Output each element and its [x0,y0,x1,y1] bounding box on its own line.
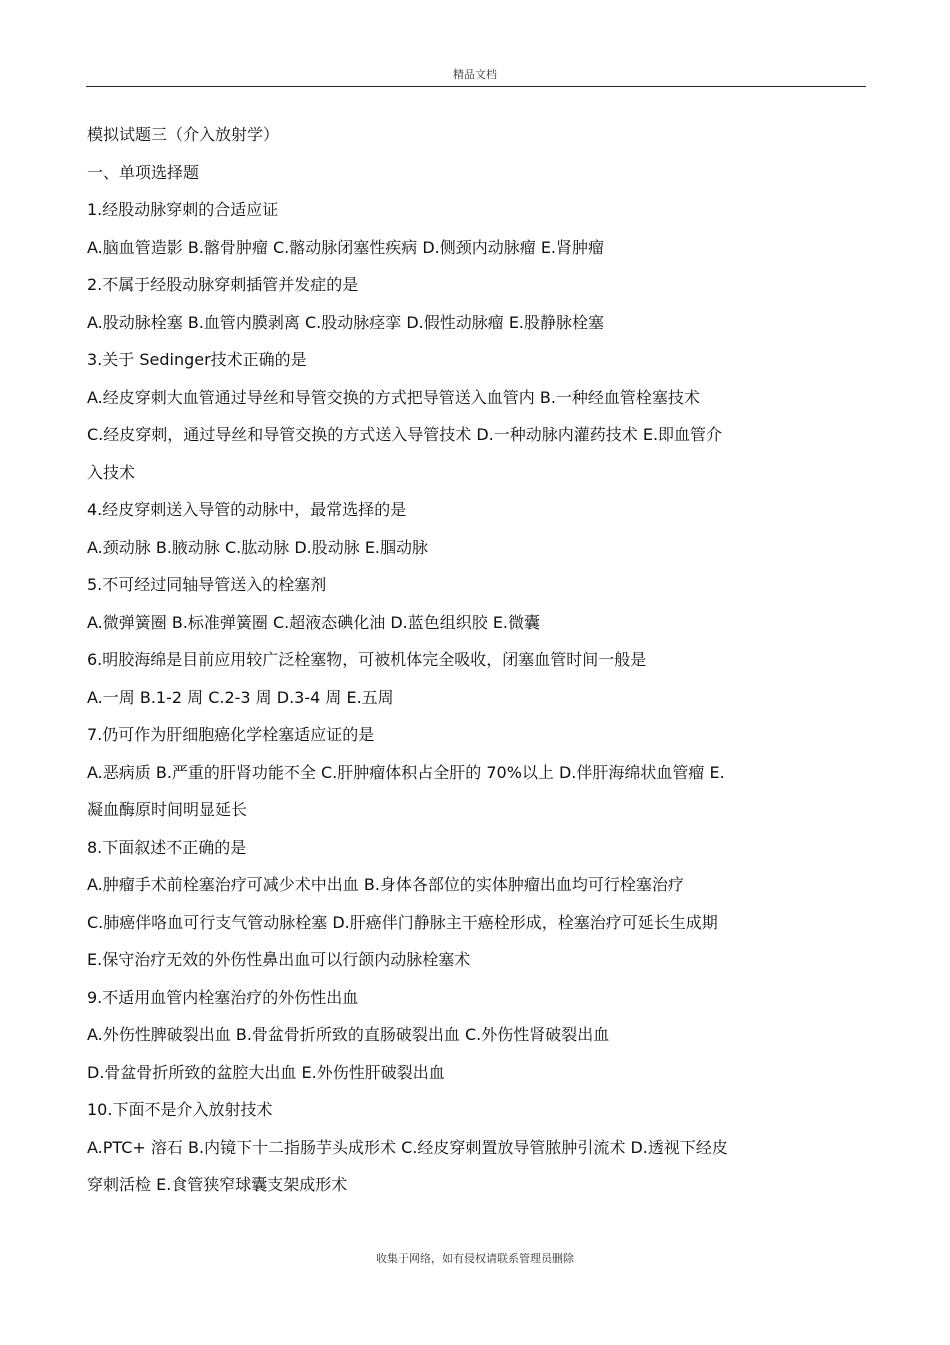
question-2: 2.不属于经股动脉穿刺插管并发症的是 [87,275,359,294]
options-9b: D.骨盆骨折所致的盆腔大出血 E.外伤性肝破裂出血 [87,1062,445,1082]
options-10b: 穿刺活检 E.食管狭窄球囊支架成形术 [87,1175,348,1194]
options-9a: A.外伤性脾破裂出血 B.骨盆骨折所致的直肠破裂出血 C.外伤性肾破裂出血 [87,1025,610,1044]
question-9: 9.不适用血管内栓塞治疗的外伤性出血 [87,987,359,1007]
question-8: 8.下面叙述不正确的是 [87,837,247,857]
question-1: 1.经股动脉穿刺的合适应证 [87,200,279,219]
question-5: 5.不可经过同轴导管送入的栓塞剂 [87,575,327,594]
header-divider [86,86,866,87]
question-6: 6.明胶海绵是目前应用较广泛栓塞物，可被机体完全吸收，闭塞血管时间一般是 [87,650,647,669]
options-6: A.一周 B.1-2 周 C.2-3 周 D.3-4 周 E.五周 [87,687,394,707]
options-3b: C.经皮穿刺，通过导丝和导管交换的方式送入导管技术 D.一种动脉内灌药技术 E.即血管介 [87,425,723,444]
options-3a: A.经皮穿刺大血管通过导丝和导管交换的方式把导管送入血管内 B.一种经血管栓塞技术 [87,387,700,407]
options-2: A.股动脉栓塞 B.血管内膜剥离 C.股动脉痉挛 D.假性动脉瘤 E.股静脉栓塞 [87,312,605,332]
options-3c: 入技术 [87,462,136,482]
options-8b: C.肺癌伴咯血可行支气管动脉栓塞 D.肝癌伴门静脉主干癌栓形成，栓塞治疗可延长生成期 [87,912,718,932]
page-footer: 收集于网络，如有侵权请联系管理员删除 [376,1252,574,1265]
options-8c: E.保守治疗无效的外伤性鼻出血可以行颌内动脉栓塞术 [87,950,471,969]
page-header: 精品文档 [453,68,497,81]
section-heading: 一、单项选择题 [87,162,200,182]
options-5: A.微弹簧圈 B.标准弹簧圈 C.超液态碘化油 D.蓝色组织胶 E.微囊 [87,612,541,632]
document-body [87,116,865,1204]
question-7: 7.仍可作为肝细胞癌化学栓塞适应证的是 [87,725,375,744]
doc-title: 模拟试题三（介入放射学） [87,125,280,144]
question-4: 4.经皮穿刺送入导管的动脉中，最常选择的是 [87,500,407,519]
question-10: 10.下面不是介入放射技术 [87,1100,273,1119]
options-7b: 凝血酶原时间明显延长 [87,800,248,819]
options-4: A.颈动脉 B.腋动脉 C.肱动脉 D.股动脉 E.腘动脉 [87,537,429,557]
options-10a: A.PTC+ 溶石 B.内镜下十二指肠芋头成形术 C.经皮穿刺置放导管脓肿引流术 D.透视下经皮 [87,1137,728,1157]
options-8a: A.肿瘤手术前栓塞治疗可减少术中出血 B.身体各部位的实体肿瘤出血均可行栓塞治疗 [87,875,684,894]
options-7a: A.恶病质 B.严重的肝肾功能不全 C.肝肿瘤体积占全肝的 70%以上 D.伴肝海绵状血管瘤 E. [87,762,725,782]
options-1: A.脑血管造影 B.髂骨肿瘤 C.髂动脉闭塞性疾病 D.侧颈内动脉瘤 E.肾肿瘤 [87,237,605,257]
question-3: 3.关于 Sedinger技术正确的是 [87,350,307,369]
